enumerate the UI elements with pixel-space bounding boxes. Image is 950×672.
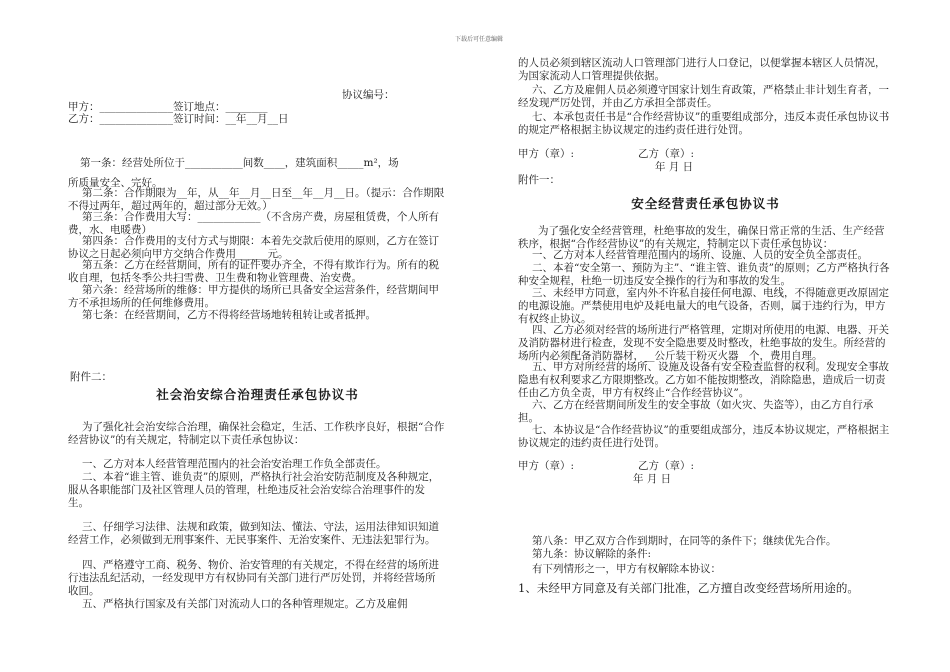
appendix-1-clause-2: 二、本着“安全第一、预防为主”、“谁主管、谁负责”的原则；乙方严格执行各种安全规程，杜绝一切违反安全操作的行为和事故的发生。 (518, 262, 890, 288)
appendix-2-intro: 为了强化社会治安综合治理，确保社会稳定，生活、工作秩序良好，根据“合作经营协议”的有关规定，特制定以下责任承包协议： (68, 421, 445, 447)
article-1-line-1: 第一条：经营处所位于___________间数____，建筑面积_____m²，场 (80, 157, 399, 169)
appendix-2-clause-2: 二、本着“谁主管、谁负责”的原则，严格执行社会治安防范制度及各种规定，服从各职能部门及社区管理人员的管理，杜绝违反社会治安综合治理事件的发生。 (68, 471, 440, 510)
appendix-1-clause-5: 五、甲方对所经营的场所、设施及设备有安全检查监督的权利。发现安全事故隐患有权利要求乙方限期整改。乙方如不能按期整改，消除隐患，造成后一切责任由乙方负全责，甲方有权终止“合作经营协议”。 (518, 361, 889, 400)
article-6: 第六条：经营场所的维修：甲方提供的场所已具备安全运营条件，经营期间甲方不承担场所的任何维修费用。 (68, 284, 439, 310)
article-9-subheading: 有下列情形之一，甲方有权解除本协议： (532, 563, 721, 575)
signature-party-b-2: 乙方（章）: (638, 460, 695, 472)
article-9: 第九条：协议解除的条件: (532, 548, 652, 560)
appendix-1-clause-4: 四、乙方必须对经营的场所进行严格管理，定期对所使用的电源、电器、开关及消防器材进行检查，发现不安全隐患要及时整改，杜绝事故的发生。所经营的场所内必须配备消防器材，__公斤装干粉灭火器__个，费用自理。 (518, 324, 889, 363)
appendix-1-clause-3: 三、未经甲方同意，室内外不许私自接任何电源、电线，不得随意更改原固定的电源设施。严禁使用电炉及耗电量大的电气设备，否则，属于违约行为，甲方有权终止协议。 (518, 287, 889, 326)
appendix-1-label: 附件一： (518, 174, 560, 186)
signature-party-a-2: 甲方（章）: (518, 460, 575, 472)
article-4: 第四条：合作费用的支付方式与期限：本着先交款后使用的原则，乙方在签订协议之日起必须向甲方交纳合作费用______元。 (68, 235, 439, 261)
signature-date-2: 年 月 日 (633, 473, 672, 485)
appendix-2-clause-1: 一、乙方对本人经营管理范围内的社会治安治理工作负全部责任。 (82, 458, 387, 470)
article-3: 第三条：合作费用大写：____________（不含房产费，房屋租赁费，个人所有费，水、电暖费） (68, 211, 439, 237)
signature-party-a-1: 甲方（章）: (518, 148, 575, 160)
article-8: 第八条：甲乙双方合作到期时，在同等的条件下；继续优先合作。 (532, 535, 837, 547)
appendix-2-clause-7: 七、本承包责任书是“合作经营协议”的重要组成部分，违反本责任承包协议书的规定严格根据主协议规定的违约责任进行处罚。 (518, 111, 890, 137)
signature-date-1: 年 月 日 (655, 161, 694, 173)
appendix-1-clause-7: 七、本协议是“合作经营协议”的重要组成部分，违反本协议规定，严格根据主协议规定的违约责任进行处罚。 (518, 424, 890, 450)
appendix-1-clause-1: 一、乙方对本人经营管理范围内的场所、设施、人员的安全负全部责任。 (532, 249, 868, 261)
agreement-number-label: 协议编号： (342, 89, 395, 101)
appendix-1-title: 安全经营责任承包协议书 (631, 196, 780, 211)
appendix-2-clause-5-continued: 的人员必须到辖区流动人口管理部门进行人口登记，以便掌握本辖区人员情况，为国家流动人口管理提供依据。 (518, 57, 886, 83)
appendix-1-intro: 为了强化安全经营管理，杜绝事故的发生，确保日常正常的生活、生产经营秩序，根据“合作经营协议”的有关规定，特制定以下责任承包协议： (518, 225, 885, 251)
header-note: 下载后可任意编辑 (455, 36, 504, 43)
party-b-line: 乙方：______________签订时间：__年__月__日 (68, 113, 289, 125)
article-9-item-1: 1、未经甲方同意及有关部门批准，乙方擅自改变经营场所用途的。 (518, 581, 859, 595)
appendix-2-clause-4: 四、严格遵守工商、税务、物价、治安管理的有关规定，不得在经营的场所进行违法乱纪活动，一经发现甲方有权协同有关部门进行严厉处罚，并将经营场所收回。 (68, 559, 439, 598)
signature-party-b-1: 乙方（章）: (638, 148, 695, 160)
article-5: 第五条：乙方在经营期间，所有的证件要办齐全，不得有欺诈行为。所有的税收自理，包括冬季公共扫雪费、卫生费和物业管理费、治安费。 (68, 259, 439, 285)
article-7: 第七条：在经营期间，乙方不得将经营场地转租转让或者抵押。 (82, 309, 376, 321)
appendix-2-clause-6: 六、乙方及雇佣人员必须遵守国家计划生育政策，严格禁止非计划生育者，一经发现严厉处罚，并由乙方承担全部责任。 (518, 84, 889, 110)
appendix-2-clause-3: 三、仔细学习法律、法规和政策，做到知法、懂法、守法，运用法律知识知道经营工作，必须做到无刑事案件、无民事案件、无治安案件、无违法犯罪行为。 (68, 521, 439, 547)
appendix-2-clause-5: 五、严格执行国家及有关部门对流动人口的各种管理规定。乙方及雇佣 (82, 598, 408, 610)
appendix-2-title: 社会治安综合治理责任承包协议书 (156, 387, 359, 402)
article-1-line-2: 所质量安全、完好。 (68, 177, 163, 189)
appendix-2-label: 附件二： (70, 371, 112, 383)
party-a-line: 甲方：______________签订地点：________ (68, 101, 268, 113)
article-2: 第二条：合作期限为__年，从__年__月__日至__年__月__日。（提示：合作期限不得过两年，超过两年的，超过部分无效。） (68, 187, 445, 213)
appendix-1-clause-6: 六、乙方在经营期间所发生的安全事故（如火灾、失盗等），由乙方自行承担。 (518, 399, 874, 425)
